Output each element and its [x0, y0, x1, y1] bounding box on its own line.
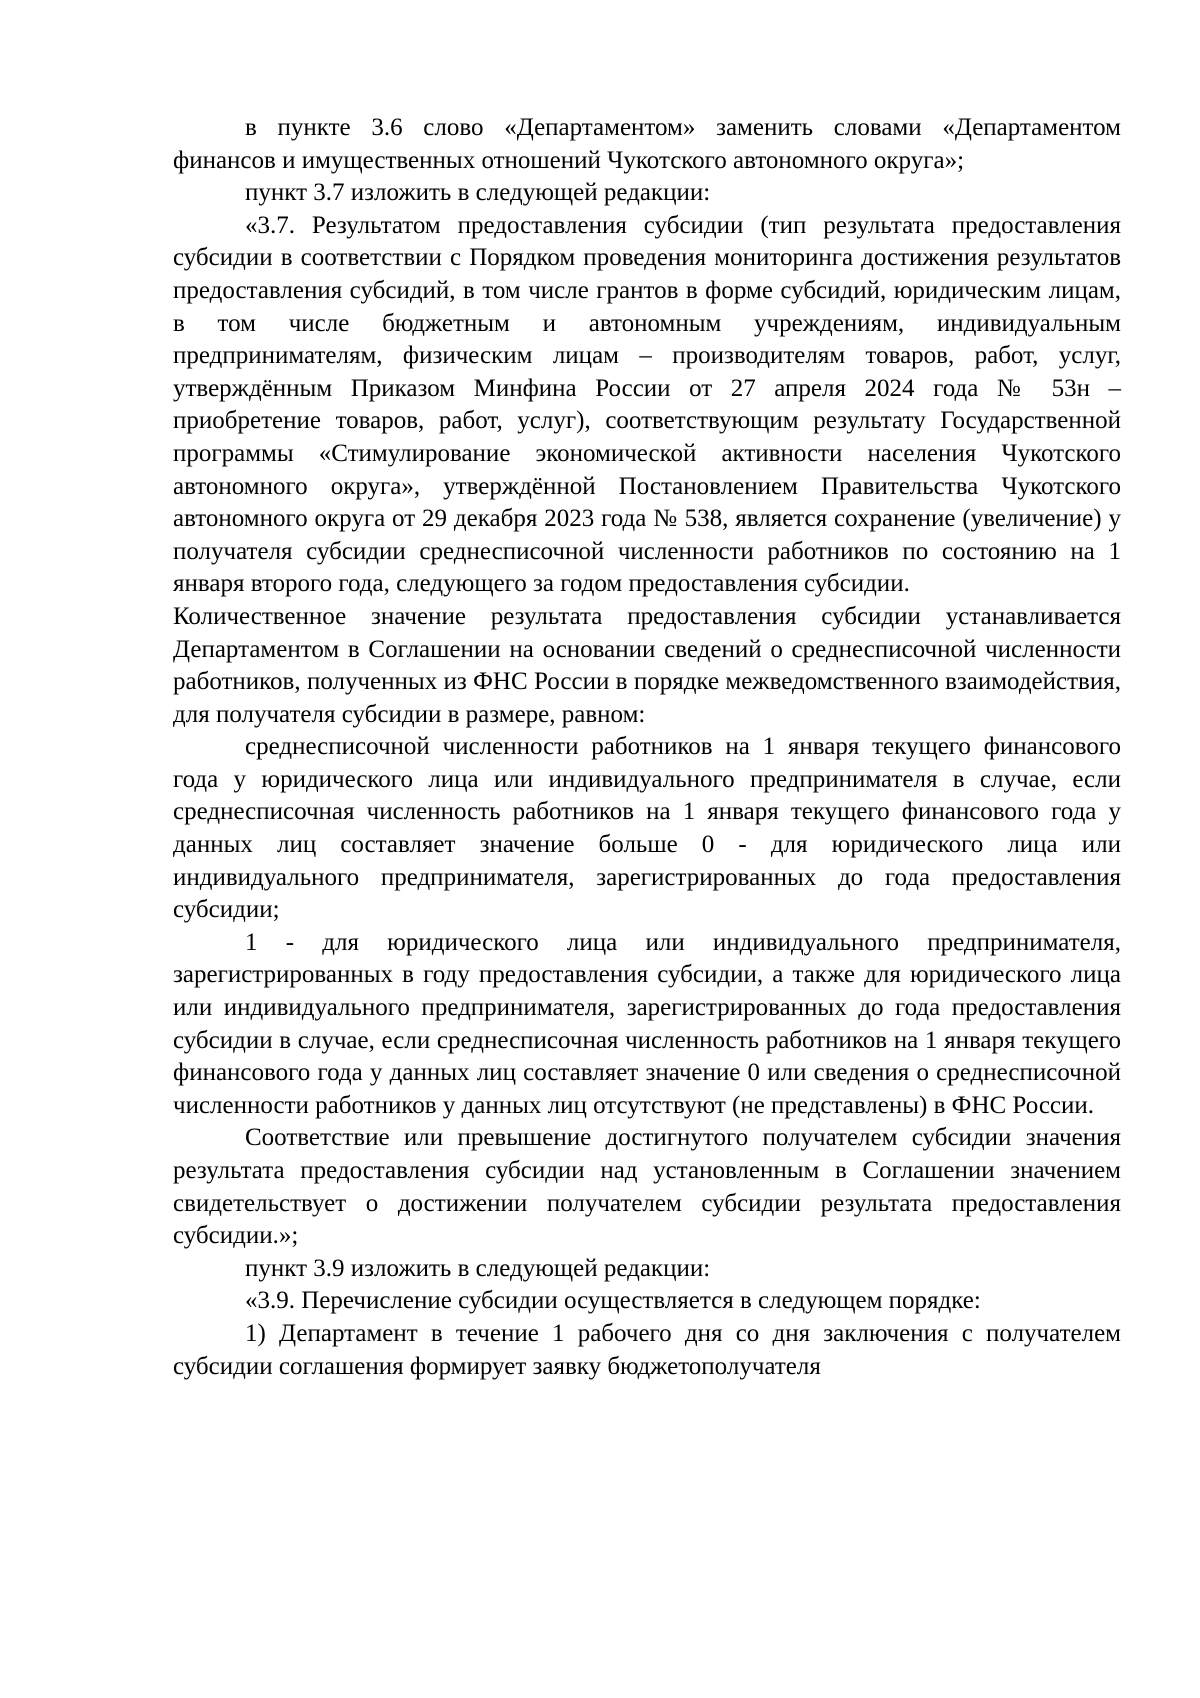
paragraph-clause-3-6-amendment: в пункте 3.6 слово «Департаментом» заменить словами «Департаментом финансов и имущественных отношений Чукотского автономного округа»;	[173, 114, 1121, 174]
paragraph-clause-3-7-intro: пункт 3.7 изложить в следующей редакции:	[245, 179, 711, 207]
paragraph-clause-3-9-item-1: 1) Департамент в течение 1 рабочего дня со дня заключения с получателем субсидии соглашения формирует заявку бюджетополучателя	[173, 1319, 1121, 1380]
paragraph-headcount-case-one: среднесписочной численности работников на 1 января текущего финансового года у юридического лица или индивидуального предпринимателя в случае, если среднесписочная численность работников на 1 января текущего финансового года у данных лиц составляет значение больше 0 - для юридического лица или индивидуального предпринимателя, зарегистрированных до года предоставления субсидии;	[173, 733, 1121, 924]
document-body	[173, 112, 1121, 1383]
paragraph-clause-3-9-intro: пункт 3.9 изложить в следующей редакции:	[245, 1254, 711, 1282]
paragraph-clause-3-9-heading: «3.9. Перечисление субсидии осуществляется в следующем порядке:	[245, 1287, 981, 1315]
paragraph-quantitative-value: Количественное значение результата предоставления субсидии устанавливается Департаментом в Соглашении на основании сведений о среднесписочной численности работников, полученных из ФНС России в порядке межведомственного взаимодействия, для получателя субсидии в размере, равном:	[173, 602, 1121, 728]
paragraph-result-achievement: Соответствие или превышение достигнутого получателем субсидии значения результата предоставления субсидии над установленным в Соглашении значением свидетельствует о достижении получателем субсидии результата предоставления субсидии.»;	[173, 1124, 1121, 1250]
paragraph-headcount-case-two: 1 - для юридического лица или индивидуального предпринимателя, зарегистрированных в году предоставления субсидии, а также для юридического лица или индивидуального предпринимателя, зарегистрированных до года предоставления субсидии в случае, если среднесписочная численность работников на 1 января текущего финансового года у данных лиц составляет значение 0 или сведения о среднесписочной численности работников у данных лиц отсутствуют (не представлены) в ФНС России.	[173, 928, 1121, 1119]
paragraph-clause-3-7-result: «3.7. Результатом предоставления субсидии (тип результата предоставления субсидии в соответствии с Порядком проведения мониторинга достижения результатов предоставления субсидий, в том числе грантов в форме субсидий, юридическим лицам, в том числе бюджетным и автономным учреждениям, индивидуальным предпринимателям, физическим лицам – производителям товаров, работ, услуг, утверждённым Приказом Минфина России от 27 апреля 2024 года № 53н – приобретение товаров, работ, услуг), соответствующим результату Государственной программы «Стимулирование экономической активности населения Чукотского автономного округа», утверждённой Постановлением Правительства Чукотского автономного округа от 29 декабря 2023 года № 538, является сохранение (увеличение) у получателя субсидии среднесписочной численности работников по состоянию на 1 января второго года, следующего за годом предоставления субсидии.	[173, 211, 1121, 598]
